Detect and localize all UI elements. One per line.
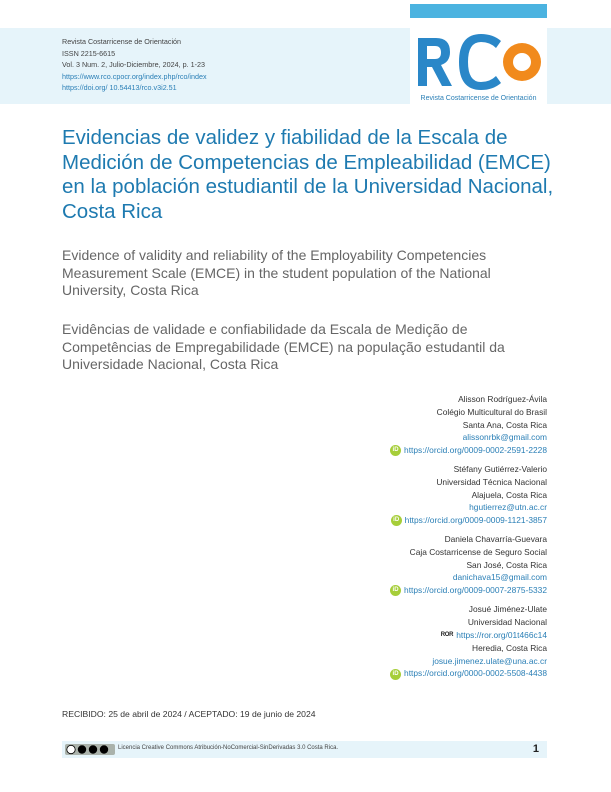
- journal-logo: [410, 28, 547, 104]
- logo-caption: Revista Costarricense de Orientación: [420, 95, 537, 102]
- author-email-link[interactable]: hgutierrez@utn.ac.cr: [469, 502, 547, 513]
- journal-url-link[interactable]: https://www.rco.cpocr.org/index.php/rco/index: [62, 71, 207, 81]
- orcid-icon: iD: [390, 669, 401, 680]
- author-orcid-link[interactable]: iD https://orcid.org/0009-0007-2875-5332: [287, 584, 547, 597]
- top-accent-bar: [410, 4, 547, 18]
- author-name: Daniela Chavarría-Guevara: [444, 533, 547, 544]
- author-orcid-link[interactable]: iD https://orcid.org/0009-0002-2591-2228: [287, 444, 547, 457]
- license-text[interactable]: Licencia Creative Commons Atribución-NoComercial-SinDerivadas 3.0 Costa Rica.: [118, 745, 339, 751]
- creative-commons-icon[interactable]: [65, 744, 115, 755]
- author-city: Alajuela, Costa Rica: [471, 489, 547, 500]
- author-list: [287, 393, 547, 686]
- author-block: [287, 533, 547, 597]
- author-orcid-link[interactable]: iD https://orcid.org/0000-0002-5508-4438: [287, 667, 547, 680]
- doi-link[interactable]: https://doi.org/ 10.54413/rco.v3i2.51: [62, 83, 177, 93]
- author-city: Heredia, Costa Rica: [472, 642, 547, 653]
- title-spanish: Evidencias de validez y fiabilidad de la Escala de Medición de Competencias de Empleabilidad (EMCE) en la población estudiantil de la Universidad Nacional, Costa Rica: [62, 126, 554, 223]
- journal-issn: ISSN 2215-6615: [62, 48, 116, 58]
- author-block: [287, 463, 547, 527]
- author-name: Stéfany Gutiérrez-Valerio: [453, 463, 547, 474]
- ror-icon: ROR: [440, 631, 454, 638]
- journal-name: Revista Costarricense de Orientación: [62, 37, 182, 46]
- title-english: Evidence of validity and reliability of the Employability Competencies Measurement Scale (EMCE) in the student population of the National University, Costa Rica: [62, 247, 491, 298]
- footer-band: [62, 741, 547, 758]
- author-email-link[interactable]: alissonrbk@gmail.com: [462, 432, 547, 443]
- title-portuguese: Evidências de validade e confiabilidade da Escala de Medição de Competências de Empregabilidade (EMCE) na população estudantil da Universidade Nacional, Costa Rica: [62, 321, 505, 372]
- author-affiliation: Universidad Nacional: [467, 616, 547, 627]
- author-affiliation: Colégio Multicultural do Brasil: [436, 406, 547, 417]
- page-number: 1: [532, 743, 539, 755]
- orcid-icon: iD: [391, 515, 402, 526]
- orcid-icon: iD: [390, 445, 401, 456]
- author-block: [287, 393, 547, 457]
- journal-header: [62, 36, 207, 94]
- rco-logo-icon: [410, 28, 547, 94]
- author-block: [287, 603, 547, 680]
- author-ror-link[interactable]: ROR https://ror.org/01t466c14: [287, 629, 547, 642]
- author-city: San José, Costa Rica: [466, 559, 547, 570]
- author-email-link[interactable]: danichava15@gmail.com: [452, 572, 547, 583]
- received-accepted-dates: RECIBIDO: 25 de abril de 2024 / ACEPTADO: 19 de junio de 2024: [62, 709, 316, 719]
- author-affiliation: Caja Costarricense de Seguro Social: [409, 546, 547, 557]
- orcid-icon: iD: [390, 585, 401, 596]
- journal-volume: Vol. 3 Num. 2, Julio-Diciembre, 2024, p. 1-23: [62, 60, 206, 70]
- author-email-link[interactable]: josue.jimenez.ulate@una.ac.cr: [432, 655, 547, 666]
- author-city: Santa Ana, Costa Rica: [462, 419, 547, 430]
- author-affiliation: Universidad Técnica Nacional: [436, 476, 547, 487]
- author-name: Josué Jiménez-Ulate: [468, 603, 547, 614]
- author-orcid-link[interactable]: iD https://orcid.org/0009-0009-1121-3857: [287, 514, 547, 527]
- author-name: Alisson Rodríguez-Ávila: [458, 394, 547, 404]
